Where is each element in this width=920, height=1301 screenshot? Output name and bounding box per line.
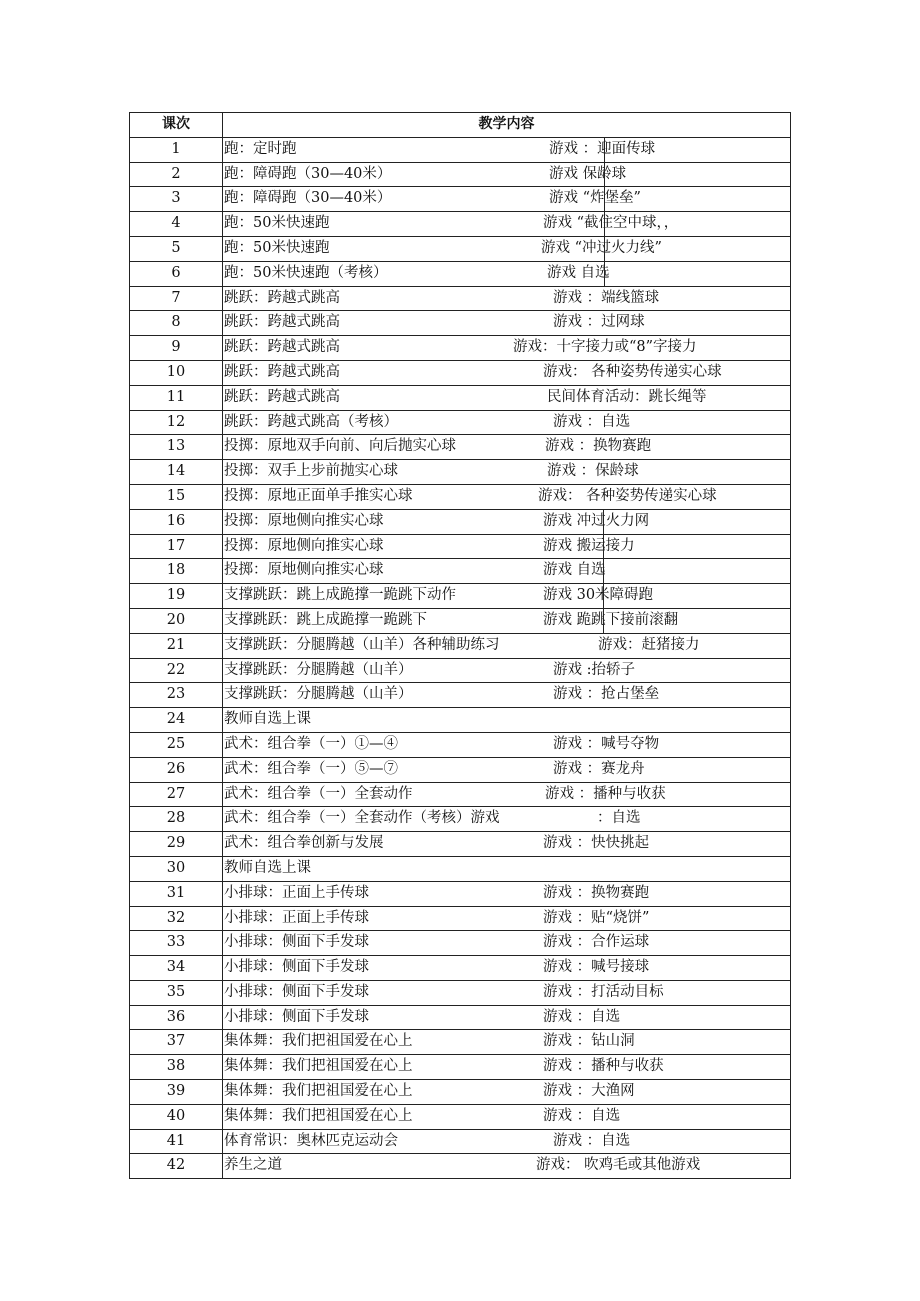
table-row (130, 509, 791, 534)
lesson-number: 20 (130, 608, 223, 633)
lesson-topic: 小排球：侧面下手发球 (224, 983, 369, 1000)
lesson-topic: 支撑跳跃：分腿腾越（山羊） (224, 686, 413, 703)
table-row (130, 460, 791, 485)
lesson-number: 17 (130, 534, 223, 559)
lesson-game: 游戏 跪跳下接前滚翻 (543, 611, 679, 628)
lesson-game: 游戏 ：抢占堡垒 (553, 686, 660, 703)
lesson-game: 游戏 ：播种与收获 (543, 1058, 664, 1075)
table-row (130, 1005, 791, 1030)
lesson-game: 游戏 ：过网球 (553, 314, 645, 331)
lesson-game: 游戏 ：换物赛跑 (545, 438, 652, 455)
table-row (130, 584, 791, 609)
lesson-number: 21 (130, 633, 223, 658)
lesson-topic: 小排球：侧面下手发球 (224, 959, 369, 976)
table-row (130, 757, 791, 782)
table-row (130, 1030, 791, 1055)
table-header-row (130, 113, 791, 138)
lesson-number: 22 (130, 658, 223, 683)
lesson-topic: 武术：组合拳（一）全套动作 (224, 785, 413, 802)
table-row (130, 162, 791, 187)
table-row (130, 881, 791, 906)
lesson-number: 13 (130, 435, 223, 460)
lesson-content (223, 584, 791, 609)
lesson-number: 36 (130, 1005, 223, 1030)
lesson-number: 6 (130, 261, 223, 286)
lesson-content (223, 410, 791, 435)
lesson-content (223, 1080, 791, 1105)
lesson-content (223, 633, 791, 658)
lesson-topic: 支撑跳跃：跳上成跪撑一跪跳下 (224, 611, 427, 628)
table-row (130, 1080, 791, 1105)
lesson-topic: 武术：组合拳（一）全套动作（考核）游戏 (224, 810, 500, 827)
table-row (130, 410, 791, 435)
table-row (130, 832, 791, 857)
table-row (130, 633, 791, 658)
lesson-number: 41 (130, 1129, 223, 1154)
table-row (130, 732, 791, 757)
lesson-number: 3 (130, 187, 223, 212)
lesson-number: 27 (130, 782, 223, 807)
table-row (130, 683, 791, 708)
cell-divider (604, 138, 605, 162)
lesson-topic: 武术：组合拳（一）①—④ (224, 735, 398, 752)
table-row (130, 856, 791, 881)
table-row (130, 608, 791, 633)
lesson-content (223, 212, 791, 237)
lesson-content (223, 757, 791, 782)
lesson-number: 30 (130, 856, 223, 881)
lesson-game: 游戏：十字接力或“8”字接力 (513, 339, 697, 356)
lesson-number: 23 (130, 683, 223, 708)
lesson-number: 33 (130, 931, 223, 956)
lesson-game: 游戏 ：喊号夺物 (553, 735, 660, 752)
table-row (130, 807, 791, 832)
table-row (130, 956, 791, 981)
lesson-content (223, 683, 791, 708)
lesson-game: 民间体育活动：跳长绳等 (547, 388, 707, 405)
lesson-game: 游戏 ：喊号接球 (543, 959, 650, 976)
lesson-content (223, 956, 791, 981)
table-row (130, 559, 791, 584)
lesson-topic: 小排球：正面上手传球 (224, 909, 369, 926)
lesson-topic: 教师自选上课 (224, 711, 311, 728)
lesson-number: 42 (130, 1154, 223, 1179)
lesson-topic: 支撑跳跃：分腿腾越（山羊）各种辅助练习 (224, 636, 500, 653)
lesson-topic: 跑：障碍跑（30—40米） (224, 165, 392, 182)
table-row (130, 1129, 791, 1154)
lesson-topic: 武术：组合拳（一）⑤—⑦ (224, 760, 398, 777)
lesson-content (223, 1030, 791, 1055)
lesson-topic: 跑：障碍跑（30—40米） (224, 190, 392, 207)
lesson-game: 游戏 冲过火力网 (543, 512, 650, 529)
cell-divider (603, 559, 604, 583)
lesson-game: 游戏 ：打活动目标 (543, 983, 664, 1000)
lesson-topic: 小排球：侧面下手发球 (224, 934, 369, 951)
lesson-content (223, 336, 791, 361)
lesson-topic: 投掷：原地侧向推实心球 (224, 537, 384, 554)
lesson-number: 38 (130, 1055, 223, 1080)
table-row (130, 187, 791, 212)
lesson-content (223, 782, 791, 807)
lesson-content (223, 1104, 791, 1129)
lesson-game: 游戏 ：端线篮球 (553, 289, 660, 306)
lesson-topic: 跑：50米快速跑 (224, 239, 330, 256)
lesson-topic: 投掷：原地正面单手推实心球 (224, 487, 413, 504)
lesson-game: 游戏 “炸堡垒” (549, 190, 641, 207)
lesson-number: 24 (130, 708, 223, 733)
table-row (130, 931, 791, 956)
lesson-content (223, 608, 791, 633)
table-row (130, 906, 791, 931)
lesson-game: 游戏 ：快快挑起 (543, 835, 650, 852)
table-row (130, 137, 791, 162)
lesson-content (223, 385, 791, 410)
lesson-game: 游戏 ：自选 (553, 1132, 631, 1149)
lesson-topic: 跳跃：跨越式跳高 (224, 289, 340, 306)
lesson-content (223, 559, 791, 584)
lesson-content (223, 980, 791, 1005)
lesson-topic: 体育常识：奥林匹克运动会 (224, 1132, 398, 1149)
lesson-number: 11 (130, 385, 223, 410)
lesson-number: 18 (130, 559, 223, 584)
lesson-game: 游戏： 各种姿势传递实心球 (538, 487, 717, 504)
lesson-topic: 投掷：双手上步前抛实心球 (224, 463, 398, 480)
header-lesson-number: 课次 (130, 113, 223, 138)
lesson-topic: 教师自选上课 (224, 859, 311, 876)
lesson-game: 游戏：赶猪接力 (598, 636, 700, 653)
lesson-number: 25 (130, 732, 223, 757)
table-row (130, 534, 791, 559)
lesson-topic: 跳跃：跨越式跳高（考核） (224, 413, 398, 430)
lesson-topic: 集体舞：我们把祖国爱在心上 (224, 1083, 413, 1100)
lesson-game: 游戏 ：钻山洞 (543, 1033, 635, 1050)
lesson-content (223, 1055, 791, 1080)
cell-divider (604, 262, 605, 286)
lesson-number: 26 (130, 757, 223, 782)
cell-divider (604, 237, 605, 261)
lesson-content (223, 708, 791, 733)
lesson-game: 游戏 “截住空中球，， (543, 215, 679, 232)
lesson-game: 游戏： 吹鸡毛或其他游戏 (536, 1157, 701, 1174)
lesson-content (223, 460, 791, 485)
lesson-topic: 跑：50米快速跑（考核） (224, 264, 388, 281)
lesson-number: 15 (130, 484, 223, 509)
lesson-game: 游戏 ：合作运球 (543, 934, 650, 951)
lesson-topic: 养生之道 (224, 1157, 282, 1174)
lesson-content (223, 1129, 791, 1154)
lesson-topic: 投掷：原地侧向推实心球 (224, 512, 384, 529)
lesson-game: 游戏 :抬轿子 (553, 661, 635, 678)
table-row (130, 336, 791, 361)
lesson-game: 游戏 ：自选 (543, 1107, 621, 1124)
table-row (130, 236, 791, 261)
lesson-number: 35 (130, 980, 223, 1005)
lesson-content (223, 435, 791, 460)
lesson-content (223, 881, 791, 906)
lesson-topic: 集体舞：我们把祖国爱在心上 (224, 1107, 413, 1124)
lesson-game: 游戏 ：换物赛跑 (543, 884, 650, 901)
lesson-content (223, 832, 791, 857)
lesson-content (223, 261, 791, 286)
lesson-number: 37 (130, 1030, 223, 1055)
lesson-game: 游戏 ：自选 (553, 413, 631, 430)
lesson-number: 8 (130, 311, 223, 336)
lesson-content (223, 931, 791, 956)
lesson-game: 游戏 ：贴“烧饼” (543, 909, 650, 926)
lesson-game: 游戏 保龄球 (549, 165, 627, 182)
cell-divider (603, 584, 604, 608)
lesson-content (223, 311, 791, 336)
lesson-topic: 投掷：原地侧向推实心球 (224, 562, 384, 579)
lesson-topic: 投掷：原地双手向前、向后抛实心球 (224, 438, 456, 455)
lesson-number: 39 (130, 1080, 223, 1105)
lesson-topic: 支撑跳跃：跳上成跪撑一跪跳下动作 (224, 587, 456, 604)
lesson-number: 40 (130, 1104, 223, 1129)
lesson-number: 14 (130, 460, 223, 485)
lesson-game: 游戏 ：播种与收获 (545, 785, 666, 802)
table-row (130, 435, 791, 460)
lesson-number: 2 (130, 162, 223, 187)
table-row (130, 484, 791, 509)
lesson-game: 游戏： 各种姿势传递实心球 (543, 363, 722, 380)
table-row (130, 1154, 791, 1179)
lesson-content (223, 906, 791, 931)
lesson-content (223, 807, 791, 832)
lesson-topic: 武术：组合拳创新与发展 (224, 835, 384, 852)
lesson-topic: 小排球：侧面下手发球 (224, 1008, 369, 1025)
table-row (130, 658, 791, 683)
lesson-topic: 跳跃：跨越式跳高 (224, 388, 340, 405)
table-row (130, 708, 791, 733)
lesson-game: 游戏 30米障碍跑 (543, 587, 654, 604)
lesson-number: 19 (130, 584, 223, 609)
table-row (130, 360, 791, 385)
table-row (130, 286, 791, 311)
lesson-content (223, 1154, 791, 1179)
lesson-number: 32 (130, 906, 223, 931)
table-row (130, 212, 791, 237)
lesson-topic: 跳跃：跨越式跳高 (224, 339, 340, 356)
lesson-game: 游戏 自选 (547, 264, 610, 281)
lesson-content (223, 509, 791, 534)
lesson-number: 16 (130, 509, 223, 534)
lesson-game: 游戏 自选 (543, 562, 606, 579)
lesson-content (223, 137, 791, 162)
lesson-number: 1 (130, 137, 223, 162)
lesson-number: 34 (130, 956, 223, 981)
lesson-content (223, 187, 791, 212)
lesson-topic: 跳跃：跨越式跳高 (224, 363, 340, 380)
lesson-topic: 跑：50米快速跑 (224, 215, 330, 232)
lesson-topic: 跳跃：跨越式跳高 (224, 314, 340, 331)
lesson-game: ：自选 (597, 810, 641, 827)
lesson-topic: 跑：定时跑 (224, 140, 297, 157)
lesson-number: 9 (130, 336, 223, 361)
lesson-number: 4 (130, 212, 223, 237)
cell-divider (604, 212, 605, 236)
lesson-number: 10 (130, 360, 223, 385)
table-body (130, 137, 791, 1178)
lesson-plan-table (129, 112, 791, 1179)
lesson-number: 28 (130, 807, 223, 832)
lesson-number: 5 (130, 236, 223, 261)
lesson-game: 游戏 搬运接力 (543, 537, 635, 554)
lesson-topic: 集体舞：我们把祖国爱在心上 (224, 1033, 413, 1050)
lesson-content (223, 1005, 791, 1030)
lesson-game: 游戏 ：自选 (543, 1008, 621, 1025)
lesson-content (223, 236, 791, 261)
lesson-number: 7 (130, 286, 223, 311)
lesson-content (223, 856, 791, 881)
lesson-content (223, 162, 791, 187)
lesson-content (223, 732, 791, 757)
cell-divider (604, 163, 605, 187)
table-row (130, 1104, 791, 1129)
lesson-game: 游戏 ：迎面传球 (549, 140, 656, 157)
table-row (130, 385, 791, 410)
cell-divider (603, 609, 604, 633)
table-row (130, 261, 791, 286)
table-row (130, 1055, 791, 1080)
lesson-content (223, 360, 791, 385)
table-row (130, 311, 791, 336)
lesson-number: 29 (130, 832, 223, 857)
lesson-content (223, 534, 791, 559)
header-teaching-content: 教学内容 (223, 113, 791, 138)
lesson-game: 游戏 ：保龄球 (547, 463, 639, 480)
cell-divider (603, 535, 604, 559)
lesson-topic: 集体舞：我们把祖国爱在心上 (224, 1058, 413, 1075)
lesson-game: 游戏 ：赛龙舟 (553, 760, 645, 777)
lesson-game: 游戏 ：大渔网 (543, 1083, 635, 1100)
cell-divider (603, 510, 604, 534)
lesson-content (223, 658, 791, 683)
lesson-number: 31 (130, 881, 223, 906)
lesson-topic: 小排球：正面上手传球 (224, 884, 369, 901)
table-row (130, 782, 791, 807)
lesson-number: 12 (130, 410, 223, 435)
lesson-content (223, 286, 791, 311)
lesson-content (223, 484, 791, 509)
cell-divider (604, 187, 605, 211)
lesson-game: 游戏 “冲过火力线” (541, 239, 662, 256)
lesson-topic: 支撑跳跃：分腿腾越（山羊） (224, 661, 413, 678)
table-row (130, 980, 791, 1005)
